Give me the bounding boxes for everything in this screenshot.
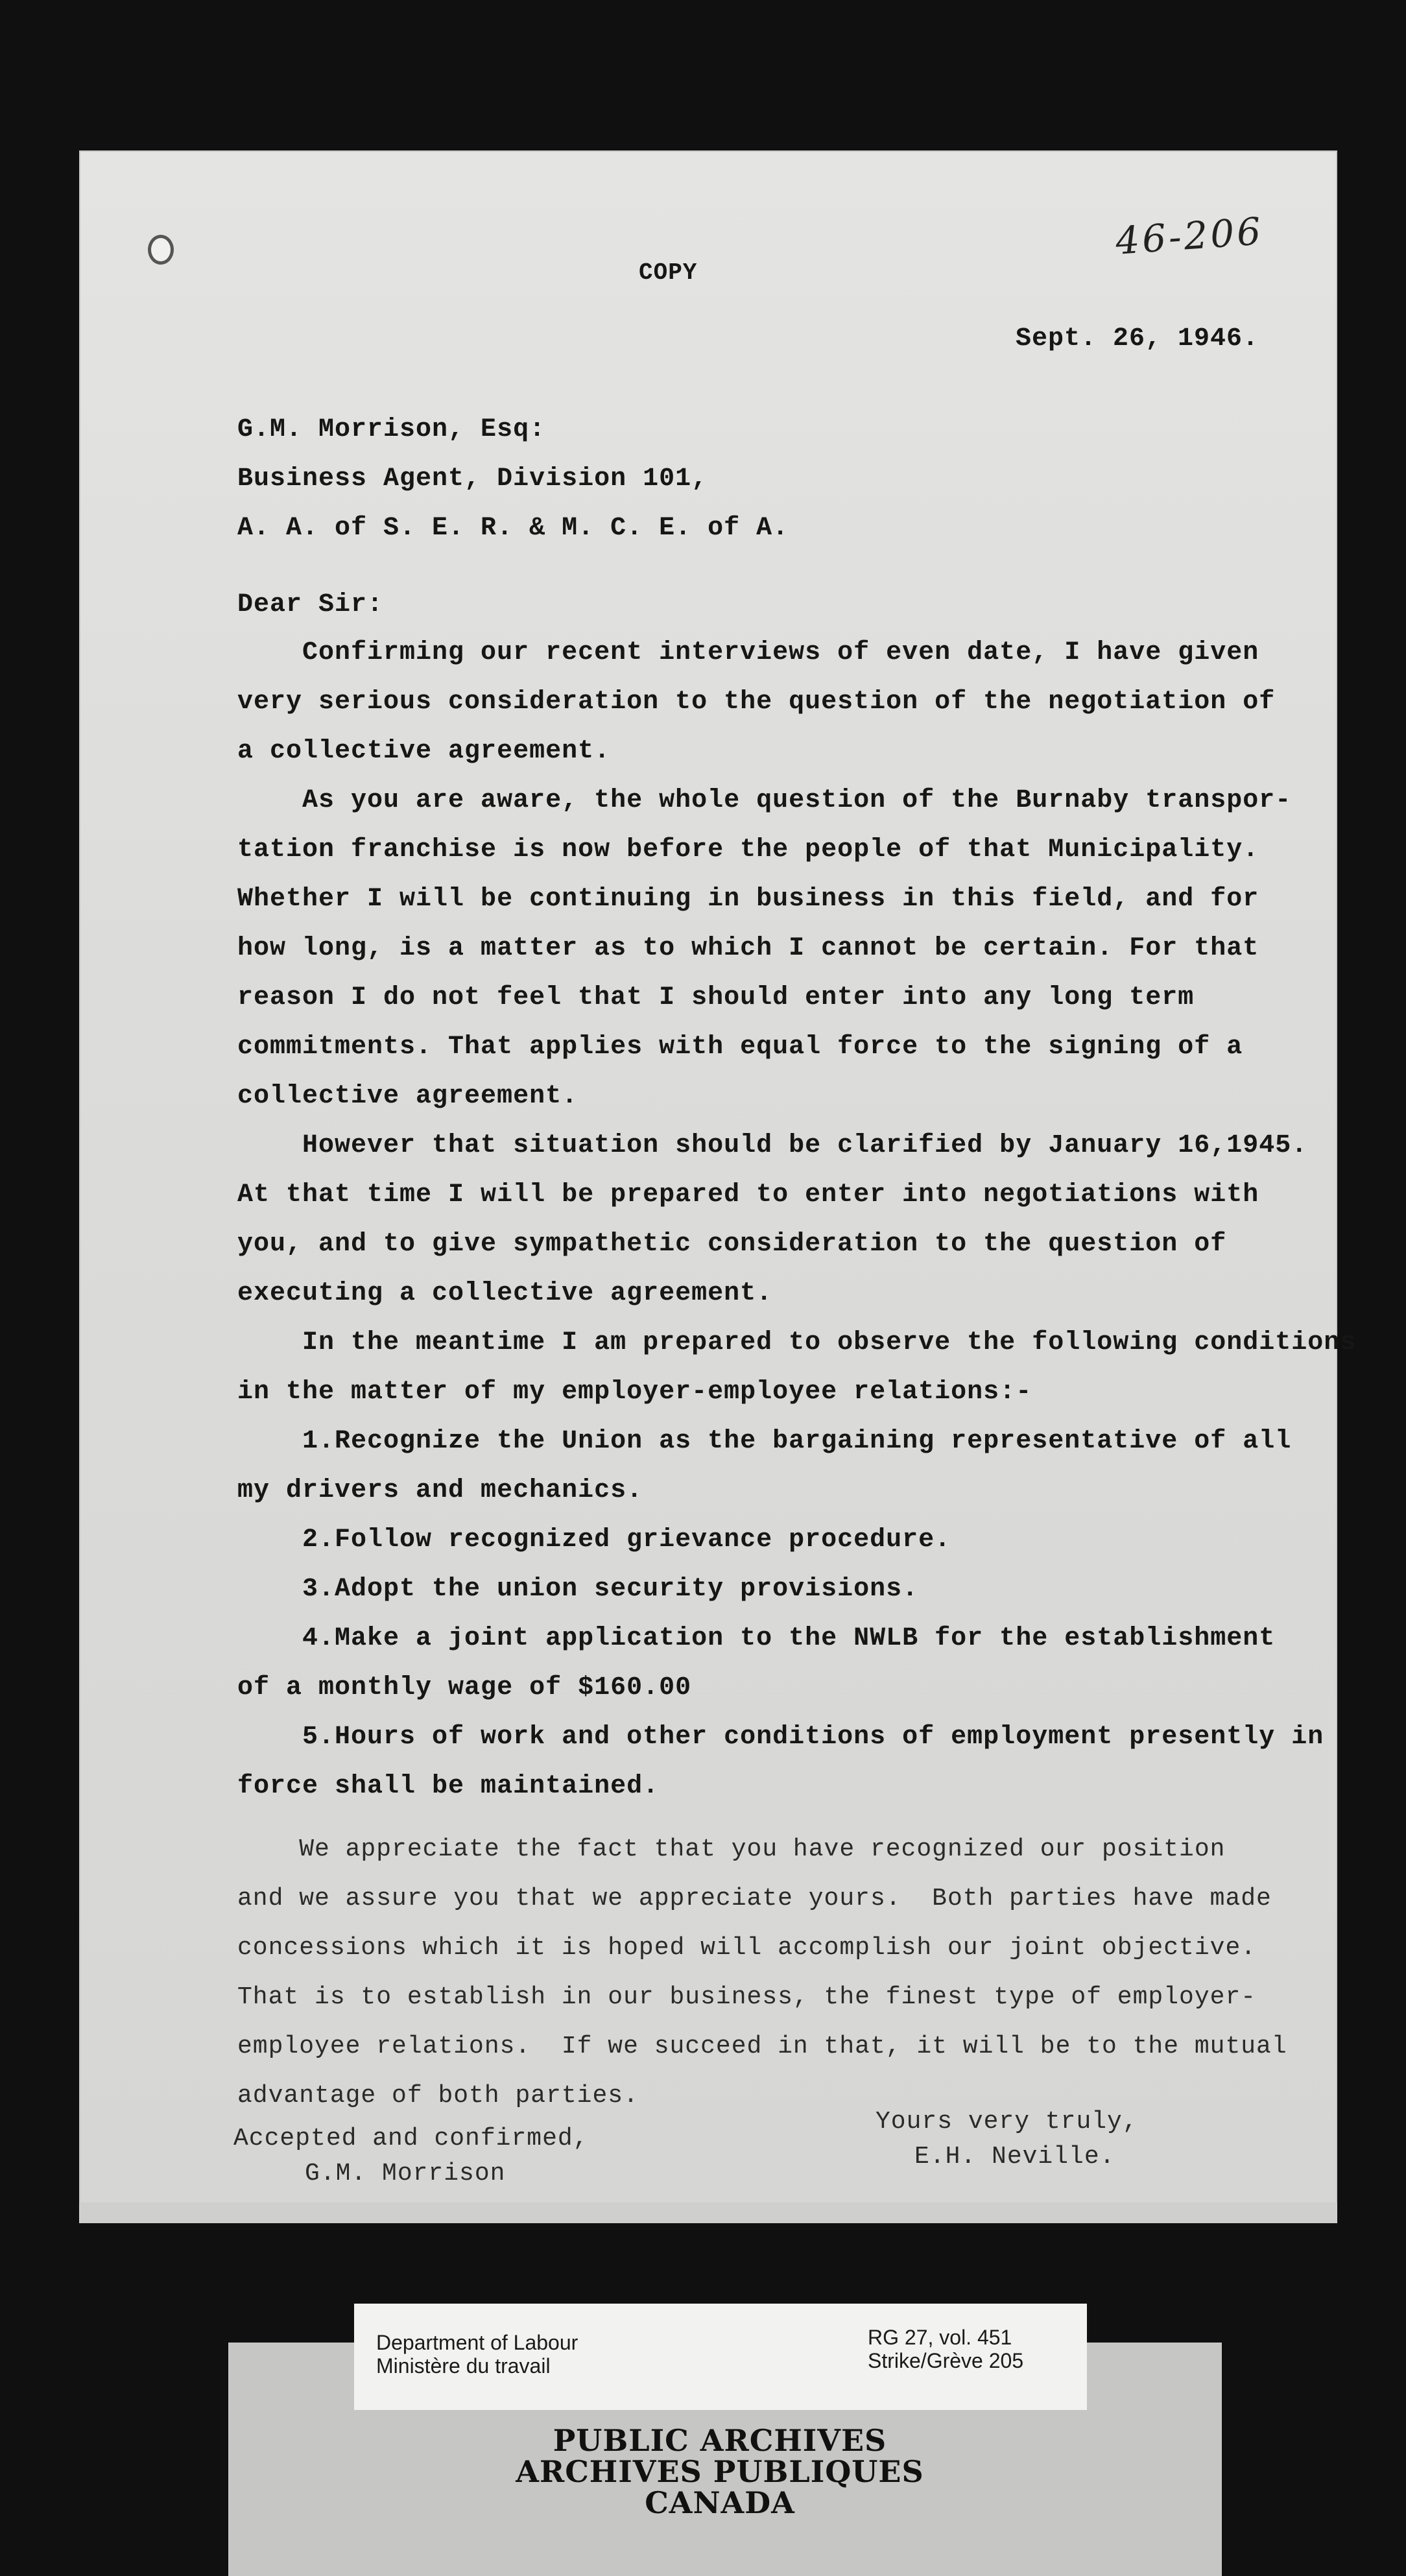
addendum-line: employee relations. If we succeed in that, it will be to the mutual [237, 2033, 1287, 2060]
body-line: my drivers and mechanics. [237, 1476, 643, 1505]
salutation: Dear Sir: [237, 590, 384, 619]
body-line: Confirming our recent interviews of even date, I have given [237, 638, 1259, 667]
body-line: you, and to give sympathetic consideration to the question of [237, 1230, 1227, 1259]
file-number: 46-206 [1114, 209, 1265, 263]
body-line: Whether I will be continuing in business in this field, and for [237, 885, 1259, 914]
body-line: commitments. That applies with equal force to the signing of a [237, 1032, 1243, 1062]
recipient-line: A. A. of S. E. R. & M. C. E. of A. [237, 514, 789, 543]
addendum-line: and we assure you that we appreciate yours. Both parties have made [237, 1885, 1272, 1913]
dept-fr: Ministère du travail [376, 2354, 551, 2378]
body-line: a collective agreement. [237, 737, 611, 766]
punch-hole-icon [148, 235, 174, 265]
recipient-line: Business Agent, Division 101, [237, 464, 708, 494]
archive-stamp-line: PUBLIC ARCHIVES [553, 2423, 887, 2458]
body-line: 4.Make a joint application to the NWLB for the establishment [237, 1624, 1276, 1653]
body-line: 2.Follow recognized grievance procedure. [237, 1525, 951, 1555]
body-line: 5.Hours of work and other conditions of employment presently in [237, 1723, 1324, 1752]
body-line: At that time I will be prepared to enter into negotiations with [237, 1180, 1259, 1210]
addendum-line: That is to establish in our business, the finest type of employer- [237, 1983, 1257, 2011]
archive-stamp-line: CANADA [645, 2485, 795, 2520]
addendum-line: concessions which it is hoped will accomplish our joint objective. [237, 1934, 1257, 1962]
record-group: RG 27, vol. 451 [868, 2326, 1012, 2349]
body-line: tation franchise is now before the people of that Municipality. [237, 835, 1259, 865]
page-bottom-edge [79, 2202, 1337, 2223]
recipient-line: G.M. Morrison, Esq: [237, 415, 546, 444]
strike-number: Strike/Grève 205 [868, 2349, 1024, 2372]
body-line: However that situation should be clarified by January 16,1945. [237, 1131, 1308, 1160]
archive-stamp-line: ARCHIVES PUBLIQUES [516, 2454, 924, 2489]
accepted-name: G.M. Morrison [305, 2160, 506, 2188]
addendum-line: advantage of both parties. [237, 2082, 639, 2110]
signer-name: E.H. Neville. [914, 2143, 1115, 2171]
dept-en: Department of Labour [376, 2331, 578, 2354]
accepted-line: Accepted and confirmed, [233, 2125, 589, 2153]
body-line: 1.Recognize the Union as the bargaining representative of all [237, 1427, 1292, 1456]
closing: Yours very truly, [876, 2108, 1138, 2136]
body-line: in the matter of my employer-employee relations:- [237, 1377, 1032, 1407]
body-line: 3.Adopt the union security provisions. [237, 1575, 919, 1604]
copy-mark: COPY [639, 259, 698, 286]
body-line: very serious consideration to the question of the negotiation of [237, 687, 1276, 717]
body-line: collective agreement. [237, 1082, 578, 1111]
addendum-line: We appreciate the fact that you have recognized our position [237, 1835, 1226, 1863]
body-line: In the meantime I am prepared to observe the following conditions [237, 1328, 1357, 1357]
body-line: As you are aware, the whole question of the Burnaby transpor- [237, 786, 1292, 815]
body-line: force shall be maintained. [237, 1772, 660, 1801]
body-line: executing a collective agreement. [237, 1279, 773, 1308]
body-line: of a monthly wage of $160.00 [237, 1673, 692, 1702]
body-line: how long, is a matter as to which I cannot be certain. For that [237, 934, 1259, 963]
letter-date: Sept. 26, 1946. [1016, 324, 1259, 353]
body-line: reason I do not feel that I should enter into any long term [237, 983, 1195, 1012]
